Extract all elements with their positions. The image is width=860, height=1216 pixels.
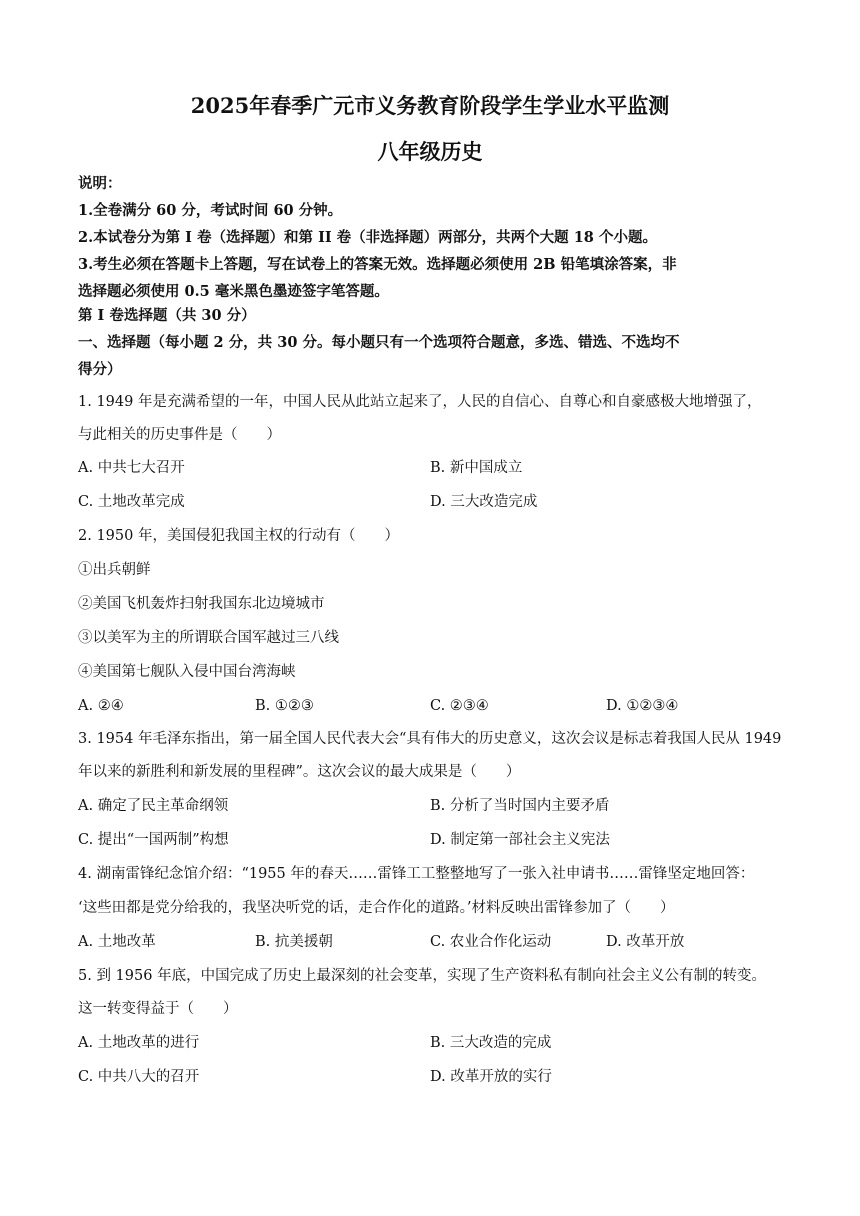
question-3-option-c[interactable]: C. 提出“一国两制”构想 (78, 832, 229, 848)
question-4-option-a[interactable]: A. 土地改革 (78, 934, 156, 950)
instructions-heading: 说明： (78, 175, 122, 192)
question-4-option-d[interactable]: D. 改革开放 (606, 934, 685, 950)
question-2-statement-2: ②美国飞机轰炸扫射我国东北边境城市 (78, 596, 325, 612)
question-2-option-a[interactable]: A. ②④ (78, 698, 124, 714)
exam-title: 2025年春季广元市义务教育阶段学生学业水平监测 (190, 93, 670, 118)
question-5-options-row-1 (78, 1033, 788, 1053)
part-heading: 一、选择题（每小题 2 分，共 30 分。每小题只有一个选项符合题意，多选、错选、不选均不 (78, 334, 680, 351)
question-5-stem-cont: 这一转变得益于（ ） (78, 1001, 238, 1017)
question-5-options-row-2 (78, 1067, 788, 1087)
question-3-option-d[interactable]: D. 制定第一部社会主义宪法 (430, 832, 610, 848)
question-1-option-a[interactable]: A. 中共七大召开 (78, 460, 185, 476)
question-2-statement-3: ③以美军为主的所谓联合国军越过三八线 (78, 630, 339, 646)
question-4-option-b[interactable]: B. 抗美援朝 (255, 934, 333, 950)
question-2-option-c[interactable]: C. ②③④ (430, 698, 489, 714)
question-3-option-b[interactable]: B. 分析了当时国内主要矛盾 (430, 798, 610, 814)
question-2-stem: 2. 1950 年，美国侵犯我国主权的行动有（ ） (78, 528, 399, 544)
instruction-item-1: 1.全卷满分 60 分，考试时间 60 分钟。 (78, 202, 343, 219)
question-5-option-d[interactable]: D. 改革开放的实行 (430, 1069, 552, 1085)
question-2-option-d[interactable]: D. ①②③④ (606, 698, 679, 714)
question-3-stem-cont: 年以来的新胜利和新发展的里程碑”。这次会议的最大成果是（ ） (78, 764, 521, 780)
question-2-options-row (78, 696, 788, 716)
question-5-option-a[interactable]: A. 土地改革的进行 (78, 1035, 200, 1051)
question-3-option-a[interactable]: A. 确定了民主革命纲领 (78, 798, 229, 814)
instruction-item-2: 2.本试卷分为第 I 卷（选择题）和第 II 卷（非选择题）两部分，共两个大题 18 个小题。 (78, 229, 657, 246)
question-5-option-b[interactable]: B. 三大改造的完成 (430, 1035, 552, 1051)
question-1-options-row-2 (78, 492, 788, 512)
question-2-option-b[interactable]: B. ①②③ (255, 698, 314, 714)
question-3-stem: 3. 1954 年毛泽东指出，第一届全国人民代表大会“具有伟大的历史意义，这次会议是标志着我国人民从 1949 (78, 731, 782, 747)
question-1-option-d[interactable]: D. 三大改造完成 (430, 494, 538, 510)
question-4-option-c[interactable]: C. 农业合作化运动 (430, 934, 552, 950)
question-1-stem-cont: 与此相关的历史事件是（ ） (78, 427, 281, 443)
question-1-option-c[interactable]: C. 土地改革完成 (78, 494, 185, 510)
question-2-statement-1: ①出兵朝鲜 (78, 562, 151, 578)
question-4-options-row (78, 932, 788, 952)
question-5-option-c[interactable]: C. 中共八大的召开 (78, 1069, 200, 1085)
question-2-statement-4: ④美国第七舰队入侵中国台湾海峡 (78, 664, 296, 680)
question-4-stem-cont: ‘这些田都是党分给我的，我坚决听党的话，走合作化的道路。’材料反映出雷锋参加了（ ） (78, 900, 675, 916)
question-3-options-row-2 (78, 830, 788, 850)
part-heading-cont: 得分） (78, 361, 122, 378)
instruction-item-3: 3.考生必须在答题卡上答题，写在试卷上的答案无效。选择题必须使用 2B 铅笔填涂答案，非 (78, 256, 677, 273)
question-1-options-row-1 (78, 458, 788, 478)
instruction-item-3-cont: 选择题必须使用 0.5 毫米黑色墨迹签字笔答题。 (78, 283, 389, 300)
question-4-stem: 4. 湖南雷锋纪念馆介绍：“1955 年的春天……雷锋工工整整地写了一张入社申请书……雷锋坚定地回答： (78, 866, 755, 882)
question-1-option-b[interactable]: B. 新中国成立 (430, 460, 523, 476)
exam-subtitle: 八年级历史 (377, 139, 483, 164)
question-3-options-row-1 (78, 796, 788, 816)
section-heading: 第 I 卷选择题（共 30 分） (78, 307, 256, 324)
question-5-stem: 5. 到 1956 年底，中国完成了历史上最深刻的社会变革，实现了生产资料私有制向社会主义公有制的转变。 (78, 968, 767, 984)
question-1-stem: 1. 1949 年是充满希望的一年，中国人民从此站立起来了，人民的自信心、自尊心和自豪感极大地增强了， (78, 394, 762, 410)
